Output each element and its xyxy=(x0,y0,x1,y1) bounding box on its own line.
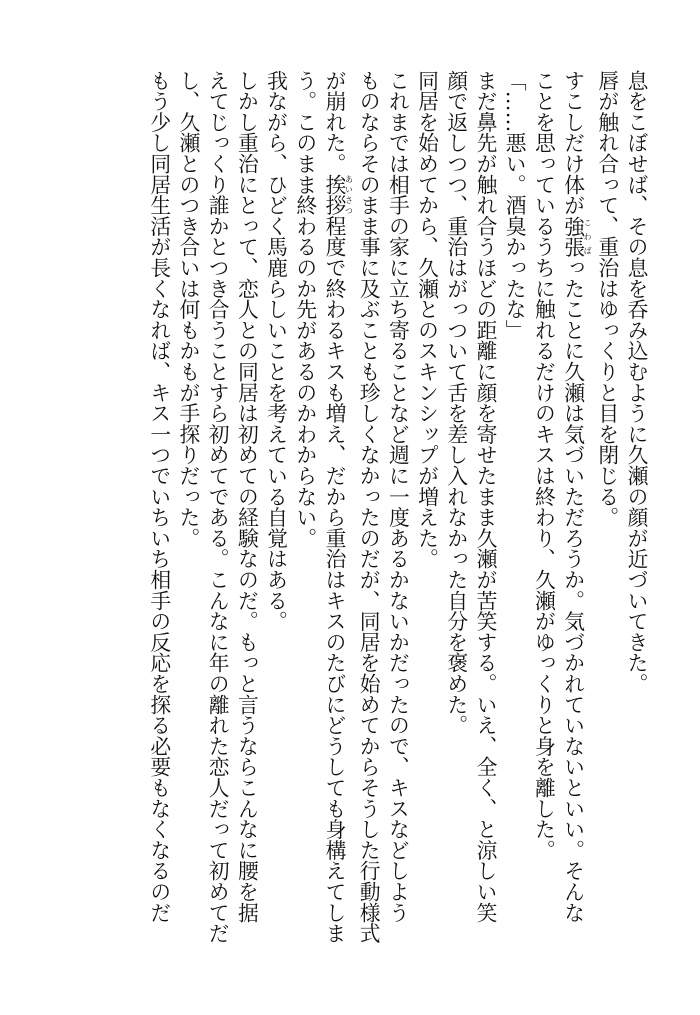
text-line: ものならそのまま事に及ぶことも珍しくなかったのだが、同居を始めてからそうした行動様式 xyxy=(356,70,381,944)
text-line: 同居を始めてから、久瀬とのスキンシップが増えた。 xyxy=(414,70,439,570)
text-line: し、久瀬とのつき合いは何もかもが手探りだった。 xyxy=(175,70,200,549)
text-line: えてじっくり誰かとつき合うことすら初めてである。こんなに年の離れた恋人だって初めてだ xyxy=(205,70,230,944)
text-line: う。このまま終わるのか先があるのかわからない。 xyxy=(292,70,317,549)
text-line: 我ながら、ひどく馬鹿らしいことを考えている自覚はある。 xyxy=(263,70,288,632)
ruby-kowaba: 強張こわば xyxy=(560,215,593,258)
text-line: もう少し同居生活が長くなれば、キス一つでいちいち相手の反応を探る必要もなくなるのだ xyxy=(146,70,171,923)
text-line: まだ鼻先が触れ合うほどの距離に顔を寄せたまま久瀬が苦笑する。いえ、全く、と涼しい笑 xyxy=(472,70,497,923)
text-segment: が崩れた。 xyxy=(321,70,346,174)
text-line: これまでは相手の家に立ち寄ることなど週に一度あるかないかだったので、キスなどしよう xyxy=(385,70,410,923)
ruby-text: こわば xyxy=(583,215,593,258)
vertical-text-body xyxy=(40,70,650,950)
text-segment: 程度で終わるキスも増え、だから重治はキスのたびにどうしても身構えてしま xyxy=(321,215,346,944)
text-segment: すこしだけ体が xyxy=(560,70,585,216)
text-line: ことを思っているうちに触れるだけのキスは終わり、久瀬がゆっくりと身を離した。 xyxy=(531,70,556,861)
text-segment: ったことに久瀬は気づいただろうか。気づかれていないといい。そんな xyxy=(560,257,585,923)
text-line: 唇が触れ合って、重治はゆっくりと目を閉じる。 xyxy=(594,70,619,528)
text-line: 「……悪い。酒臭かったな」 xyxy=(502,70,527,341)
ruby-text: あいさつ xyxy=(344,174,354,216)
ruby-aisatsu: 挨拶あいさつ xyxy=(321,174,354,216)
text-line: しかし重治にとって、恋人との同居は初めての経験なのだ。もっと言うならこんなに腰を据 xyxy=(234,70,259,923)
text-line: 息をこぼせば、その息を呑み込むように久瀬の顔が近づいてきた。 xyxy=(624,70,648,694)
text-line: 顔で返しつつ、重治はがっついて舌を差し入れなかった自分を褒めた。 xyxy=(443,70,468,736)
text-line-with-ruby xyxy=(319,70,353,950)
text-line-with-ruby xyxy=(557,70,591,950)
